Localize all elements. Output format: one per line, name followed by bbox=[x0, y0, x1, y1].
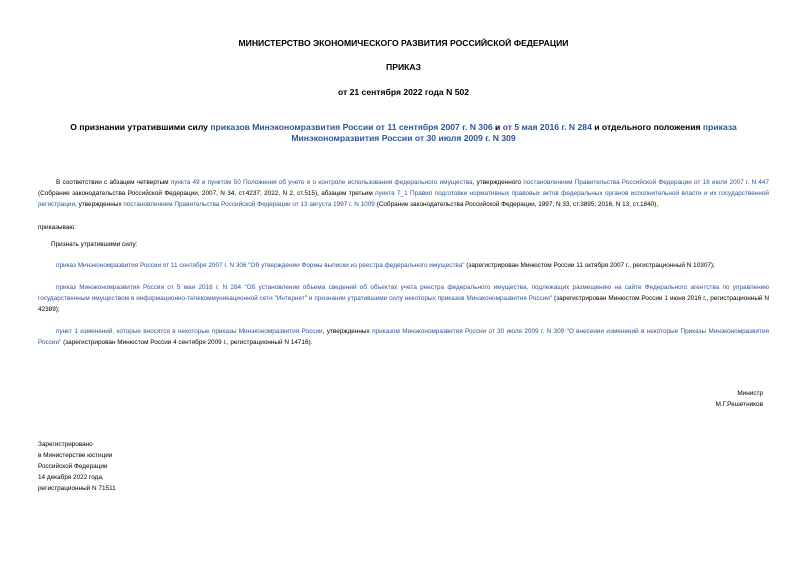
item-3-text-2: (зарегистрирован Минюстом России 4 сентября 2009 г., регистрационный N 14716). bbox=[61, 339, 313, 347]
title-text-2: и bbox=[492, 122, 503, 132]
preamble-link-regulation-points[interactable]: пункта 49 и пунктом 50 Положения об учете и о контроле использования федерального имущества bbox=[170, 179, 473, 186]
list-item-order-309 bbox=[38, 326, 769, 348]
preamble-text-4: , утвержденных bbox=[75, 201, 124, 208]
registration-line-2: в Министерстве юстиции bbox=[38, 452, 113, 460]
item-3-text-1: , утвержденных bbox=[322, 328, 373, 336]
registration-line-3: Российской Федерации bbox=[38, 463, 108, 471]
title-link-order-306[interactable]: приказов Минэкономразвития России от 11 сентября 2007 г. N 306 bbox=[210, 122, 493, 132]
item-1-link[interactable]: приказ Минэкономразвития России от 11 сентября 2007 г. N 306 "Об утверждении Формы выписки из реестра федерального имущества" bbox=[56, 262, 465, 270]
document-title bbox=[38, 122, 769, 144]
preamble-text-1: В соответствии с абзацем четвертым bbox=[56, 179, 171, 186]
registration-line-5: регистрационный N 71511 bbox=[38, 485, 116, 493]
preamble-text-5: (Собрание законодательства Российской Федерации, 1997, N 33, ст.3895; 2016, N 13, ст.1840), bbox=[374, 201, 659, 208]
signature-position: Министр bbox=[737, 390, 763, 398]
item-3-link-2[interactable]: приказом Минэкономразвития России от 30 июля 2009 г. N 309 "О внесении изменений в некоторые Приказы Минэкономразвития России" bbox=[38, 328, 769, 347]
list-item-order-284 bbox=[38, 282, 769, 315]
item-2-text: (зарегистрирован Минюстом России 1 июня 2016 г., регистрационный N 42389); bbox=[38, 295, 770, 314]
item-3-link-1[interactable]: пункт 1 изменений, которые вносятся в некоторые приказы Минэкономразвития России bbox=[56, 328, 323, 336]
item-2-link[interactable]: приказ Минэкономразвития России от 5 мая 2016 г. N 284 "Об установлении объема сведений об объектах учета реестра федерального имущества, подлежащих размещению на сайте Федерального агентства по управлению государственным имуществом в информационно-телекоммуникационной сети "Интернет" и признании утратившими силу некоторых приказов Минэкономразвития России" bbox=[38, 284, 769, 303]
registration-line-4: 14 декабря 2022 года, bbox=[38, 474, 104, 482]
item-1-text: (зарегистрирован Минюстом России 11 октября 2007 г., регистрационный N 10307); bbox=[464, 262, 715, 270]
title-text-1: О признании утратившими силу bbox=[70, 122, 211, 132]
signature-block bbox=[38, 388, 769, 410]
title-link-order-309[interactable]: приказа Минэкономразвития России от 30 июля 2009 г. N 309 bbox=[291, 122, 737, 143]
preamble-link-resolution-1009[interactable]: постановлением Правительства Российской Федерации от 13 августа 1997 г. N 1009 bbox=[123, 201, 375, 208]
preamble-link-resolution-447[interactable]: постановлением Правительства Российской Федерации от 16 июля 2007 г. N 447 bbox=[523, 179, 770, 186]
preamble-text-2: , утвержденного bbox=[472, 179, 524, 186]
registration-line-1: Зарегистрировано bbox=[38, 441, 93, 449]
document-date-number: от 21 сентября 2022 года N 502 bbox=[337, 87, 470, 97]
recognize-line: Признать утратившими силу: bbox=[51, 241, 138, 249]
title-text-3: и отдельного положения bbox=[591, 122, 703, 132]
preamble-link-rules-7-1[interactable]: пункта 7_1 Правил подготовки нормативных правовых актов федеральных органов исполнительной власти и их государственной регистрации bbox=[38, 190, 769, 208]
document-type-heading: ПРИКАЗ bbox=[386, 62, 421, 72]
list-item-order-306 bbox=[38, 260, 769, 271]
order-word: приказываю: bbox=[38, 224, 76, 231]
ministry-heading: МИНИСТЕРСТВО ЭКОНОМИЧЕСКОГО РАЗВИТИЯ РОССИЙСКОЙ ФЕДЕРАЦИИ bbox=[238, 38, 569, 48]
title-link-order-284[interactable]: от 5 мая 2016 г. N 284 bbox=[502, 122, 592, 132]
signature-name: М.Г.Решетников bbox=[715, 401, 763, 409]
registration-block bbox=[38, 439, 769, 494]
preamble-paragraph bbox=[38, 177, 769, 210]
preamble-text-3: (Собрание законодательства Российской Федерации, 2007, N 34, ст.4237; 2022, N 2, ст.515), абзацем третьим bbox=[38, 190, 376, 197]
